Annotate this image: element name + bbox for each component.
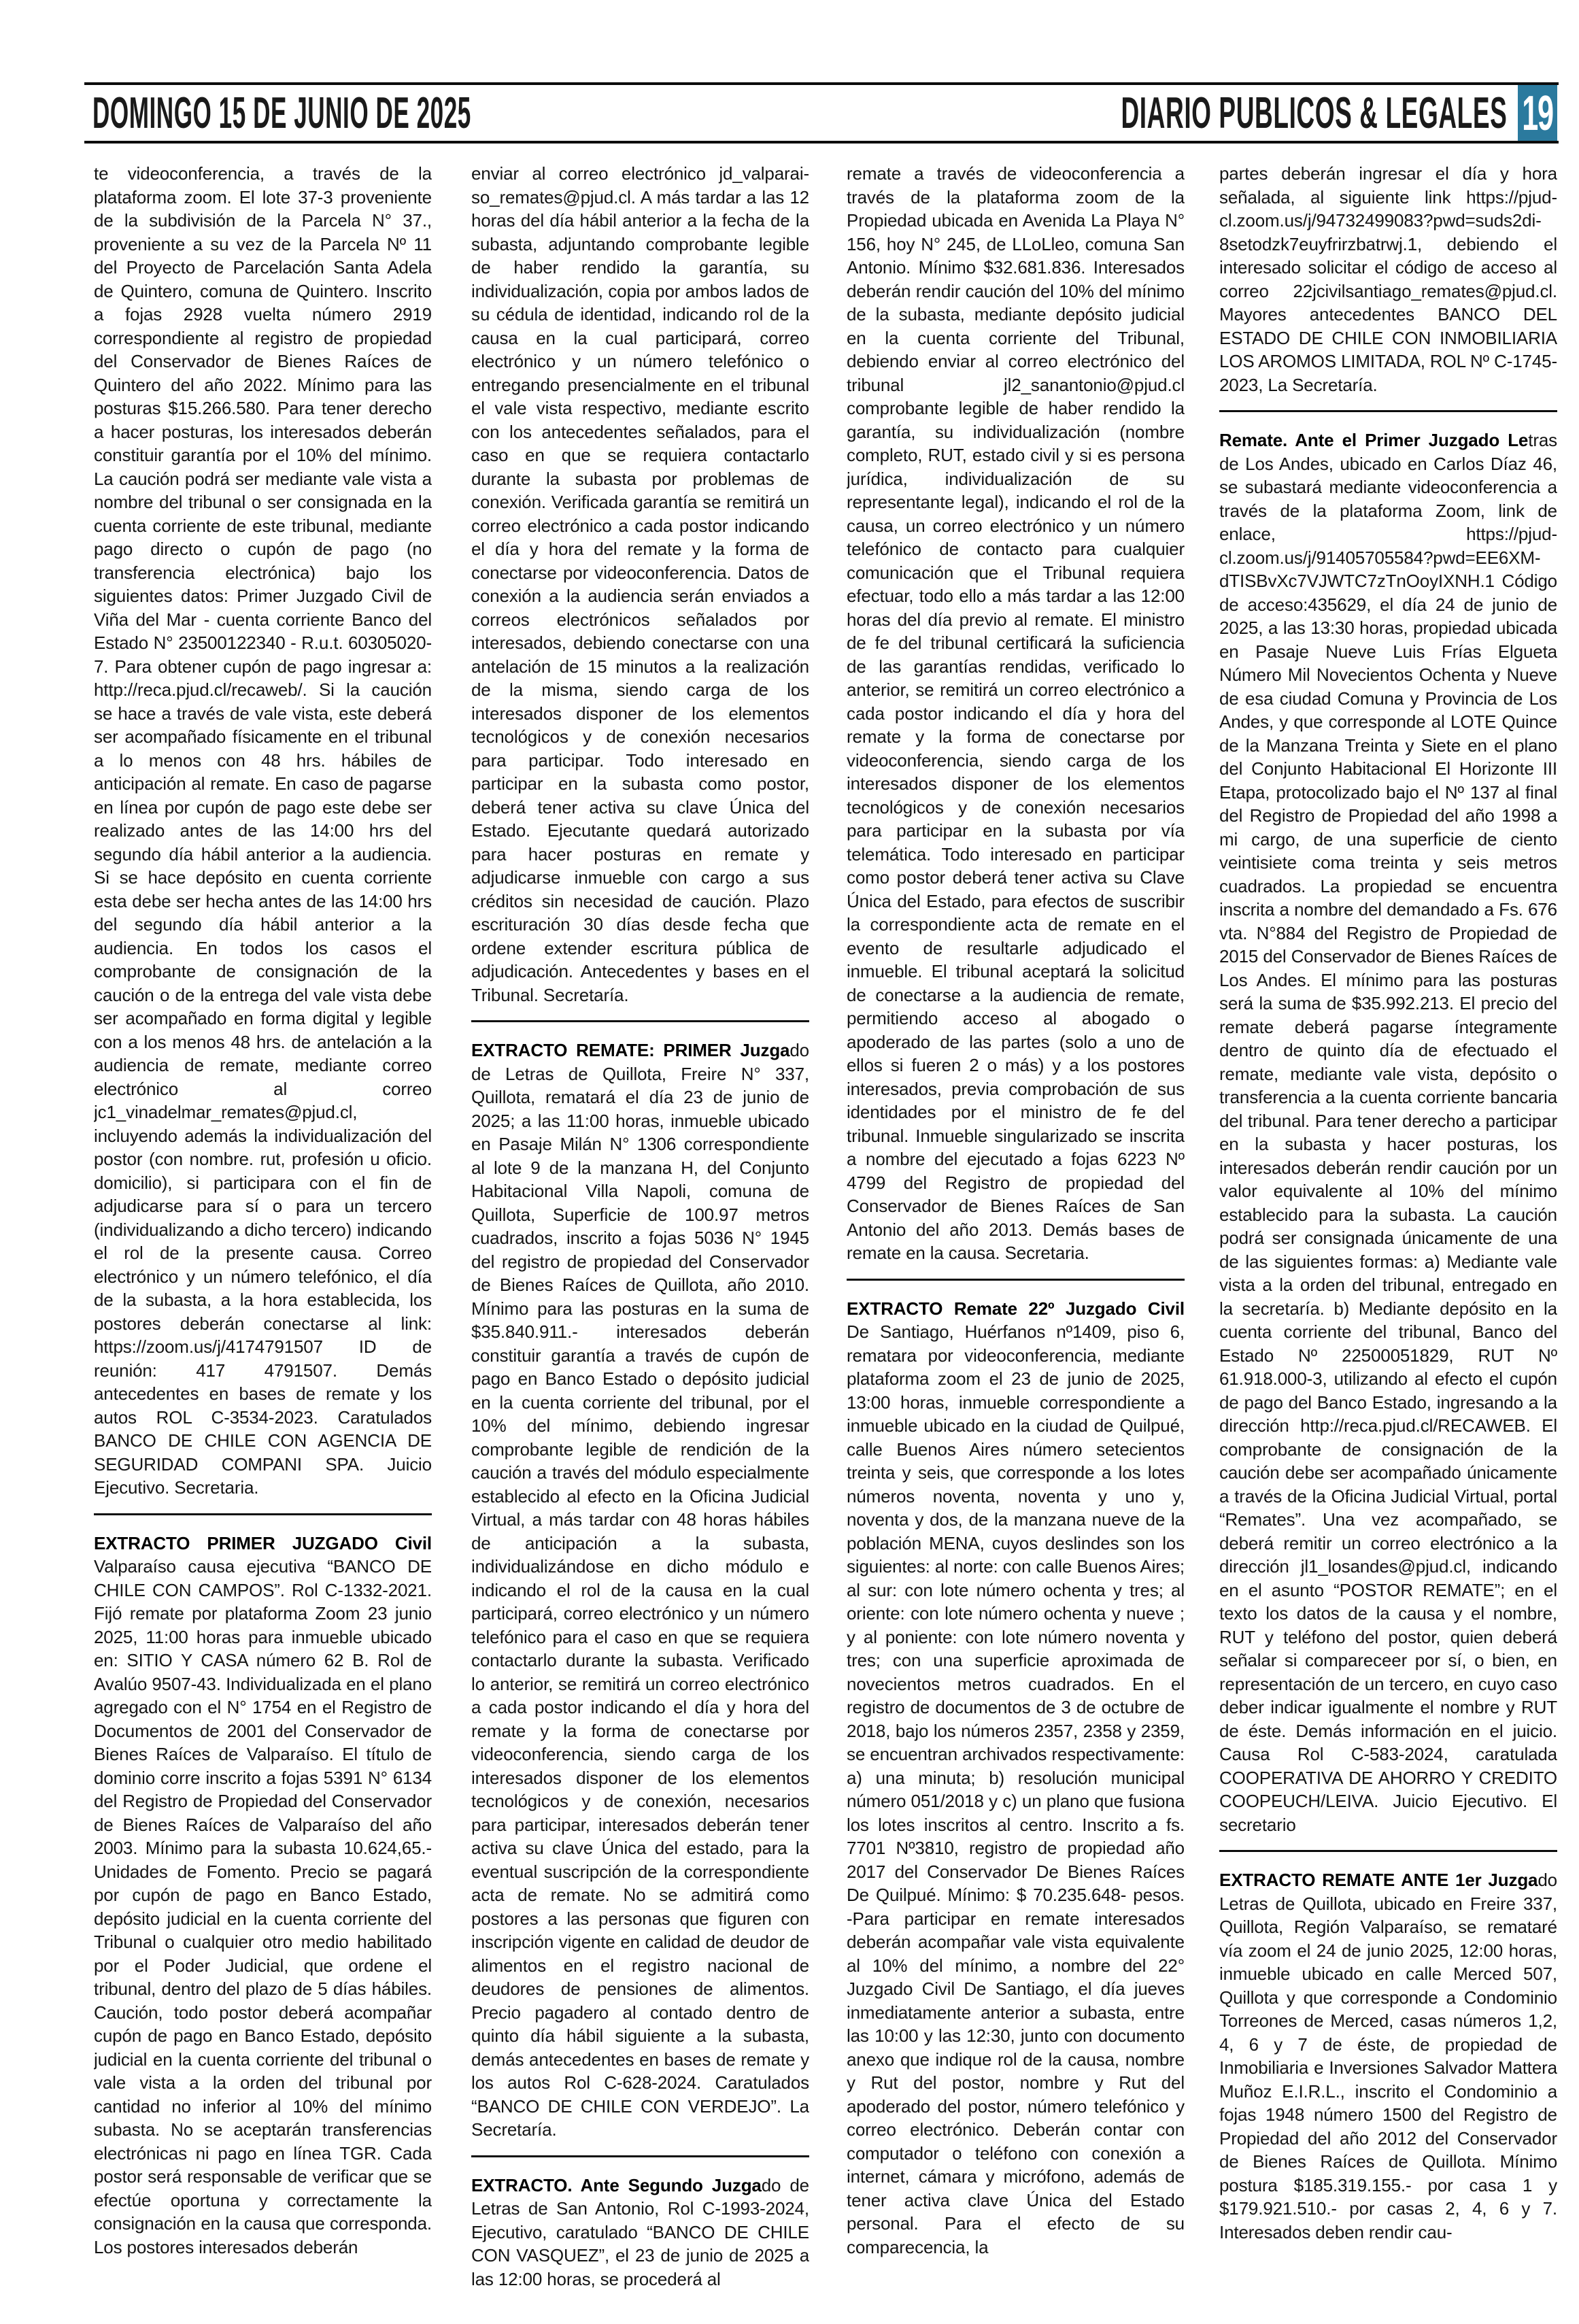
legal-notice [847, 1297, 1185, 2259]
page-number-badge [1518, 85, 1557, 142]
legal-notice [847, 162, 1185, 1265]
notice-separator [94, 1513, 432, 1515]
legal-notice [471, 162, 809, 1007]
notice-body: Valparaíso causa ejecutiva “BANCO DE CHILE CON CAMPOS”. Rol C-1332-2021. Fijó remate por plataforma Zoom 23 junio 2025, 11:00 horas para inmueble ubicado en: SITIO Y CASA número 62 B. Rol de Avalúo 9507-43. Individualizada en el plano agregado con el N° 1754 en el Registro de Documentos de 2001 del Conservador de Bienes Raíces de Valparaíso. El título de dominio corre inscrito a fojas 5391 N° 6134 del Registro de Propiedad del Conservador de Bienes Raíces de Valparaíso del año 2003. Mínimo para la subasta 10.624,65.- Unidades de Fomento. Precio se pagará por cupón de pago en Banco Estado, depósito judicial en la cuenta corriente del Tribunal o cualquier otro medio habilitado por el Poder Judicial, que ordene el tribunal, dentro del plazo de 5 días hábiles. Caución, todo postor deberá acompañar cupón de pago en Banco Estado, depósito judicial en la cuenta corriente del tribunal o vale vista a la orden del tribunal por cantidad no inferior al 10% del mínimo subasta. No se aceptarán transferencias electrónicas ni pago en línea TGR. Cada postor será responsable de verificar que se efectúe oportuna y correctamente la consignación en la causa que corresponda. Los postores interesados deberán [94, 1556, 432, 2257]
notice-body: enviar al correo electrónico jd_valparai-so_remates@pjud.cl. A más tardar a las 12 horas del día hábil anterior a la fecha de la subasta, adjuntando comprobante legible de haber rendido la garantía, su individualización, copia por ambos lados de su cédula de identidad, indicando rol de la causa en la cual participará, correo electrónico y un número telefónico o entregando presencialmente en el tribunal el vale vista respectivo, mediante escrito con los antecedentes señalados, para el caso en que se requiera contactarlo durante la subasta por problemas de conexión. Verificada garantía se remitirá un correo electrónico a cada postor indicando el día y hora del remate y la forma de conectarse por videoconferencia. Datos de conexión a la audiencia serán enviados a correos electrónicos señalados por interesados, debiendo conectarse con una antelación de 15 minutos a la realización de la misma, siendo carga de los interesados disponer de los elementos tecnológicos y de conexión necesarios para participar. Todo interesado en participar en la subasta como postor, deberá tener activa su clave Única del Estado. Ejecutante quedará autorizado para hacer posturas en remate y adjudicarse inmueble con cargo a sus créditos sin necesidad de caución. Plazo escrituración 30 días desde fecha que ordene extender escritura pública de adjudicación. Antecedentes y bases en el Tribunal. Secretaría. [471, 163, 809, 1005]
notice-body: De Santiago, Huérfanos nº1409, piso 6, rematara por videoconferencia, mediante plataforma zoom el 23 de junio de 2025, 13:00 horas, inmueble correspondiente a inmueble ubicado en la ciudad de Quilpué, calle Buenos Aires número setecientos treinta y seis, que corresponde a los lotes números noventa, noventa y uno y, noventa y dos, de la manzana nueve de la población MENA, cuyos deslindes son los siguientes: al norte: con calle Buenos Aires; al sur: con lote número ochenta y tres; al oriente: con lote número ochenta y nueve ; y al poniente: con lote número noventa y tres; con una superficie aproximada de novecientos metros cuadrados. En el registro de documentos de 3 de octubre de 2018, bajo los números 2357, 2358 y 2359, se encuentran archivados respectivamente: a) una minuta; b) resolución municipal número 051/2018 y c) un plano que fusiona los lotes inscritos al centro. Inscrito a fs. 7701 Nº3810, registro de propiedad año 2017 del Conservador De Bienes Raíces De Quilpué. Mínimo: $ 70.235.648- pesos. -Para participar en remate interesados deberán acompañar vale vista equivalente al 10% del mínimo, a nombre del 22° Juzgado Civil De Santiago, el día jueves inmediatamente anterior a subasta, entre las 10:00 y las 12:30, junto con documento anexo que indique rol de la causa, nombre y Rut del postor, nombre y Rut del apoderado del postor, número telefónico y correo electrónico. Deberán contar con computador o teléfono con conexión a internet, cámara y micrófono, además de tener activa clave Única del Estado personal. Para el efecto de su comparecencia, la [847, 1321, 1185, 2257]
page-number: 19 [1522, 86, 1553, 141]
notice-separator [847, 1279, 1185, 1281]
legal-notice [471, 2174, 809, 2291]
notice-text [94, 1532, 432, 2259]
issue-date: DOMINGO 15 DE JUNIO DE 2025 [92, 88, 471, 137]
notice-heading: EXTRACTO. Ante Segundo Juzga [471, 2174, 762, 2195]
notice-separator [471, 1020, 809, 1022]
notice-text [847, 162, 1185, 1265]
notice-text [94, 162, 432, 1500]
notice-body: do Letras de Quillota, ubicado en Freire 337, Quillota, Región Valparaíso, se remataré vía zoom el 24 de junio 2025, 12:00 horas, inmueble ubicado en calle Merced 507, Quillota y que corresponde a Condominio Torreones de Merced, casas números 1,2, 4, 6 y 7 de éste, de propiedad de Inmobiliaria e Inversiones Salvador Mattera Muñoz E.I.R.L., inscrito el Condominio a fojas 1948 número 1500 del Registro de Propiedad del año 2012 del Conservador de Bienes Raíces de Quillota. Mínimo postura $185.319.155.- por casa 1 y $179.921.510.- por casas 2, 4, 6 y 7. Interesados deben rendir cau- [1219, 1870, 1557, 2242]
notice-column-4 [1219, 162, 1557, 2304]
notice-text [471, 162, 809, 1007]
notice-separator [1219, 410, 1557, 412]
notice-heading: EXTRACTO REMATE: PRIMER Juzga [471, 1040, 790, 1060]
notice-text [1219, 162, 1557, 397]
notice-text [1219, 1868, 1557, 2244]
legal-notice [94, 1532, 432, 2259]
notice-text [1219, 428, 1557, 1836]
notice-text [847, 1297, 1185, 2259]
notice-body: tras de Los Andes, ubicado en Carlos Díaz 46, se subastará mediante videoconferencia a través de la plataforma Zoom, link de enlace, https://pjud-cl.zoom.us/j/91405705584?pwd=EE6XM-dTISBvXc7VJWTC7zTnOoyIXNH.1 Código de acceso:435629, el día 24 de junio de 2025, a las 13:30 horas, propiedad ubicada en Pasaje Nueve Luis Frías Elgueta Número Mil Novecientos Ochenta y Nueve de esa ciudad Comuna y Provincia de Los Andes, y que corresponde al LOTE Quince de la Manzana Treinta y Siete en el plano del Conjunto Habitacional El Horizonte III Etapa, protocolizado bajo el Nº 137 al final del Registro de Propiedad del año 1998 a mi cargo, de una superficie de ciento veintisiete coma treinta y seis metros cuadrados. La propiedad se encuentra inscrita a nombre del demandado a Fs. 676 vta. N°884 del Registro de Propiedad de 2015 del Conservador de Bienes Raíces de Los Andes. El mínimo para las posturas será la suma de $35.992.213. El precio del remate deberá pagarse íntegramente dentro de quinto día de efectuado el remate, mediante vale vista, depósito o transferencia a la cuenta corriente bancaria del tribunal. Para tener derecho a participar en la subasta y hacer posturas, los interesados deberán rendir caución por un valor equivalente al 10% del mínimo establecido para la subasta. La caución podrá ser consignada únicamente de una de las siguientes formas: a) Mediante vale vista a la orden del tribunal, entregado en la secretaría. b) Mediante depósito en la cuenta corriente del tribunal, Banco del Estado Nº 22500051829, RUT Nº 61.918.000-3, utilizando al efecto el cupón de pago del Banco Estado, ingresando a la dirección http://reca.pjud.cl/RECAWEB. El comprobante de consignación de la caución debe ser acompañado únicamente a través de la Oficina Judicial Virtual, portal “Remates”. Una vez acompañado, se deberá remitir un correo electrónico a la dirección jl1_losandes@pjud.cl, indicando en el asunto “POSTOR REMATE”; en el texto los datos de la causa y el nombre, RUT y teléfono del postor, quien deberá señalar si compareceer por sí, o bien, en representación de un tercero, en cuyo caso deber indicar igualmente el nombre y RUT de éste. Demás información en el juicio. Causa Rol C-583-2024, caratulada COOPERATIVA DE AHORRO Y CREDITO COOPEUCH/LEIVA. Juicio Ejecutivo. El secretario [1219, 430, 1557, 1835]
notice-body: te videoconferencia, a través de la plataforma zoom. El lote 37-3 proveniente de la subdivisión de la Parcela N° 37., proveniente a su vez de la Parcela Nº 11 del Proyecto de Parcelación Santa Adela de Quintero, comuna de Quintero. Inscrito a fojas 2928 vuelta número 2919 correspondiente al registro de propiedad del Conservador de Bienes Raíces de Quintero del año 2022. Mínimo para las posturas $15.266.580. Para tener derecho a hacer posturas, los interesados deberán constituir garantía por el 10% del mínimo. La caución podrá ser mediante vale vista a nombre del tribunal o ser consignada en la cuenta corriente de este tribunal, mediante pago directo o cupón de pago (no transferencia electrónica) bajo los siguientes datos: Primer Juzgado Civil de Viña del Mar - cuenta corriente Banco del Estado N° 23500122340 - R.u.t. 60305020-7. Para obtener cupón de pago ingresar a: http://reca.pjud.cl/recaweb/. Si la caución se hace a través de vale vista, este deberá ser acompañado físicamente en el tribunal a lo menos con 48 hrs. hábiles de anticipación al remate. En caso de pagarse en línea por cupón de pago este debe ser realizado antes de las 14:00 hrs del segundo día hábil anterior a la audiencia. Si se hace depósito en cuenta corriente esta debe ser hecha antes de las 14:00 hrs del segundo día hábil anterior a la audiencia. En todos los casos el comprobante de consignación de la caución o de la entrega del vale vista debe ser acompañado en forma digital y legible con a los menos 48 hrs. de antelación a la audiencia de remate, mediante correo electrónico al correo jc1_vinadelmar_remates@pjud.cl, incluyendo además la individualización del postor (con nombre. rut, profesión u oficio. domicilio), si participara con el fin de adjudicarse para sí o para un tercero (individualizando a dicho tercero) indicando el rol de la presente causa. Correo electrónico y un número telefónico, el día de la subasta, a la hora establecida, los postores deberán conectarse al link: https://zoom.us/j/4174791507 ID de reunión: 417 4791507. Demás antecedentes en bases de remate y los autos ROL C-3534-2023. Caratulados BANCO DE CHILE CON AGENCIA DE SEGURIDAD COMPANI SPA. Juicio Ejecutivo. Secretaria. [94, 163, 432, 1498]
notice-heading: EXTRACTO REMATE ANTE 1er Juzga [1219, 1870, 1538, 1890]
notice-body: remate a través de videoconferencia a través de la plataforma zoom de la Propiedad ubicada en Avenida La Playa N° 156, hoy N° 245, de LLoLleo, comuna San Antonio. Mínimo $32.681.836. Interesados deberán rendir caución del 10% del mínimo de la subasta, mediante depósito judicial en la cuenta corriente del Tribunal, debiendo enviar al correo electrónico del tribunal jl2_sanantonio@pjud.cl comprobante legible de haber rendido la garantía, su individualización (nombre completo, RUT, estado civil y si es persona jurídica, individualización de su representante legal), indicando el rol de la causa, un correo electrónico y un número telefónico de contacto para cualquier comunicación que el Tribunal requiera efectuar, todo ello a más tardar a las 12:00 horas del día previo al remate. El ministro de fe del tribunal certificará la suficiencia de las garantías rendidas, verificado lo anterior, se remitirá un correo electrónico a cada postor indicando el día y hora del remate y la forma de conectarse por videoconferencia, siendo carga de los interesados disponer de los elementos tecnológicos y de conexión necesarios para participar en la subasta por vía telemática. Todo interesado en participar como postor deberá tener activa su Clave Única del Estado, para efectos de suscribir la correspondiente acta de remate en el evento de resultarle adjudicado el inmueble. El tribunal aceptará la solicitud de conectarse a la audiencia de remate, permitiendo acceso al abogado o apoderado de las partes (solo a uno de ellos si fueren 2 o más) y a los postores interesados, previa comprobación de sus identidades por el ministro de fe del tribunal. Inmueble singularizado se inscrita a nombre del ejecutado a fojas 6223 Nº 4799 del Registro de propiedad del Conservador de Bienes Raíces de San Antonio del año 2013. Demás bases de remate en la causa. Secretaria. [847, 163, 1185, 1263]
notice-text [471, 1039, 809, 2142]
notice-separator [471, 2155, 809, 2157]
notice-body: do de Letras de Quillota, Freire N° 337, Quillota, rematará el día 23 de junio de 2025; a las 11:00 horas, inmueble ubicado en Pasaje Milán N° 1306 correspondiente al lote 9 de la manzana H, del Conjunto Habitacional Villa Napoli, comuna de Quillota, Superficie de 100.97 metros cuadrados, inscrito a fojas 5036 N° 1945 del registro de propiedad del Conservador de Bienes Raíces de Quillota, año 2010. Mínimo para las posturas en la suma de $35.840.911.- interesados deberán constituir garantía a través de cupón de pago en Banco Estado o depósito judicial en la cuenta corriente del tribunal, por el 10% del mínimo, debiendo ingresar comprobante legible de rendición de la caución a través del módulo especialmente establecido al efecto en la Oficina Judicial Virtual, a más tardar con 48 horas hábiles de anticipación a la subasta, individualizándose en dicho módulo e indicando el rol de la causa en la cual participará, correo electrónico y un número telefónico para el caso en que se requiera contactarlo durante la subasta. Verificado lo anterior, se remitirá un correo electrónico a cada postor indicando el día y hora del remate y la forma de conectarse por videoconferencia, siendo carga de los interesados disponer de los elementos tecnológicos y de conexión, necesarios para participar, interesados deberán tener activa su clave Única del estado, para la eventual suscripción de la correspondiente acta de remate. No se admitirá como postores a las personas que figuren con inscripción vigente en calidad de deudor de alimentos en el registro nacional de deudores de pensiones de alimentos. Precio pagadero al contado dentro de quinto día hábil siguiente a la subasta, demás antecedentes en bases de remate y los autos Rol C-628-2024. Caratulados “BANCO DE CHILE CON VERDEJO”. La Secretaría. [471, 1040, 809, 2140]
notice-column-1 [94, 162, 432, 2304]
notice-column-2 [471, 162, 809, 2304]
notice-heading: Remate. Ante el Primer Juzgado Le [1219, 430, 1529, 450]
legal-notice [1219, 428, 1557, 1836]
legal-notice [1219, 162, 1557, 397]
header-rule-bottom [84, 141, 1559, 144]
notice-heading: EXTRACTO PRIMER JUZGADO Civil [94, 1532, 432, 1553]
notice-text [471, 2174, 809, 2291]
legal-notice [94, 162, 432, 1500]
legal-notice [1219, 1868, 1557, 2244]
notice-body: partes deberán ingresar el día y hora señalada, al siguiente link https://pjud-cl.zoom.us/j/94732499083?pwd=suds2di-8setodzk7euyfrirzbatrwj.1, debiendo el interesado solicitar el código de acceso al correo 22jcivilsantiago_remates@pjud.cl. Mayores antecedentes BANCO DEL ESTADO DE CHILE CON INMOBILIARIA LOS AROMOS LIMITADA, ROL Nº C-1745-2023, La Secretaría. [1219, 163, 1557, 395]
legal-notice [471, 1039, 809, 2142]
notice-column-3 [847, 162, 1185, 2304]
notice-body: do de Letras de San Antonio, Rol C-1993-2024, Ejecutivo, caratulado “BANCO DE CHILE CON VASQUEZ”, el 23 de junio de 2025 a las 12:00 horas, se procederá al [471, 2174, 809, 2289]
masthead-title: DIARIO PUBLICOS & LEGALES [1121, 88, 1507, 137]
header-rule-top [84, 82, 1559, 85]
masthead-area [830, 88, 1507, 137]
notice-separator [1219, 1850, 1557, 1852]
notice-heading: EXTRACTO Remate 22º Juzgado Civil [847, 1298, 1185, 1319]
